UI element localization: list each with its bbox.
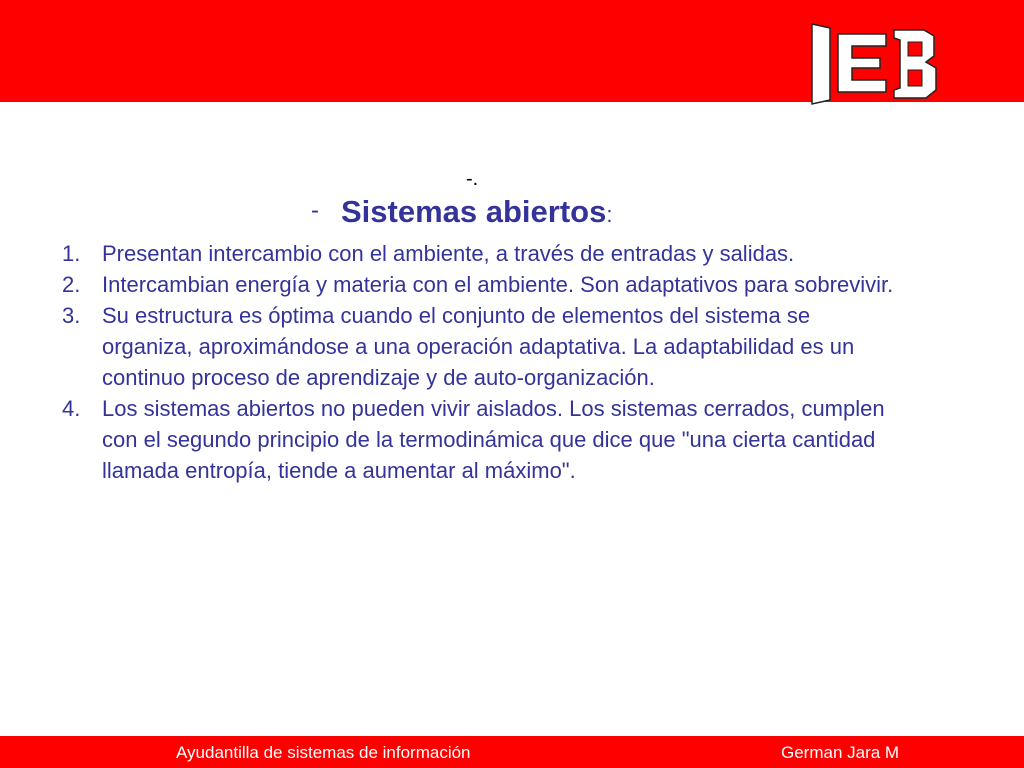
slide-marker: -. [466, 168, 479, 190]
footer-course-title: Ayudantilla de sistemas de información [176, 743, 471, 762]
list-item [62, 393, 902, 486]
list-item-number: 3. [62, 303, 81, 328]
list-item [62, 238, 902, 269]
list-item-number: 2. [62, 272, 81, 297]
title-dash: - [311, 197, 319, 224]
slide-title [311, 194, 612, 230]
list-item [62, 269, 902, 300]
title-text: Sistemas abiertos [341, 194, 607, 229]
ieb-logo [808, 22, 940, 106]
title-colon: : [606, 202, 613, 227]
list-item-text: Su estructura es óptima cuando el conjunto de elementos del sistema se organiza, aproximándose a una operación adaptativa. La adaptabilidad es un continuo proceso de aprendizaje y de auto-organización. [102, 303, 855, 390]
list-item [62, 300, 902, 393]
list-item-text: Presentan intercambio con el ambiente, a través de entradas y salidas. [102, 241, 795, 266]
feature-list [62, 238, 902, 486]
list-item-number: 1. [62, 241, 81, 266]
footer-author: German Jara M [781, 743, 900, 762]
list-item-number: 4. [62, 396, 81, 421]
list-item-text: Intercambian energía y materia con el ambiente. Son adaptativos para sobrevivir. [102, 272, 894, 297]
list-item-text: Los sistemas abiertos no pueden vivir aislados. Los sistemas cerrados, cumplen con el segundo principio de la termodinámica que dice que "una cierta cantidad llamada entropía, tiende a aumentar al máximo". [102, 396, 885, 483]
